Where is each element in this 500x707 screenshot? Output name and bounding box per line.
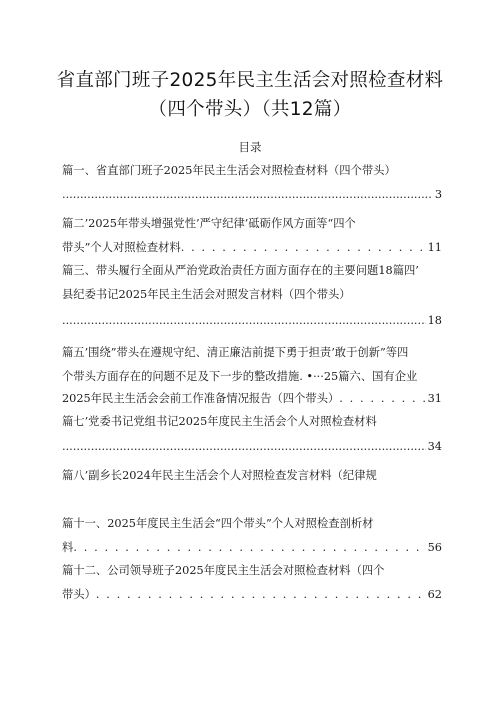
toc-entry-11-page: 56 bbox=[427, 541, 442, 554]
toc-entry-7-leader bbox=[62, 439, 442, 455]
toc-entry-12-text-line1: 篇十二、公司领导班子2025年度民主生活会对照检查材料（四个 bbox=[62, 564, 385, 577]
dot-leader bbox=[96, 587, 426, 603]
toc-entry-7-page: 34 bbox=[427, 440, 442, 453]
toc-entry-4-text-line1: 县纪委书记2025年民主生活会对照发言材料（四个带头） bbox=[62, 288, 351, 301]
toc-entry-7-text: 篇七’党委书记党组书记2025年度民主生活会个人对照检查材料 bbox=[62, 415, 377, 428]
toc-entry-4-page: 18 bbox=[427, 314, 442, 327]
dot-leader bbox=[62, 187, 433, 203]
toc-entry-4-leader bbox=[62, 313, 442, 329]
toc-entry-8-text: 篇八’副乡长2024年民主生活会个人对照检查发言材料（纪律规 bbox=[62, 469, 377, 482]
toc-entry-6-page: 31 bbox=[427, 392, 442, 405]
document-title-line1: 省直部门班子2025年民主生活会对照检查材料 bbox=[56, 70, 444, 91]
toc-entry-5-text-line1: 篇五’围绕”带头在遵规守纪、清正廉洁前提下勇于担责’敢于创新”等四 bbox=[62, 346, 409, 359]
dot-leader bbox=[339, 391, 425, 407]
dot-leader bbox=[62, 313, 426, 329]
document-title-line2: （四个带头）（共12篇） bbox=[148, 99, 352, 120]
toc-entry-2-leader bbox=[62, 240, 442, 256]
dot-leader bbox=[62, 439, 426, 455]
toc-entry-1-page: 3 bbox=[434, 188, 442, 201]
dot-leader bbox=[73, 540, 425, 556]
toc-entry-11-text-line2: 料 bbox=[62, 541, 74, 554]
toc-entry-1-leader bbox=[62, 187, 442, 203]
toc-entry-5-text-line2: 个带头方面存在的问题不足及下一步的整改措施. •···25篇六、国有企业 bbox=[62, 370, 418, 383]
toc-entry-3-text-line1: 篇三、带头履行全面从严治党政治责任方面方面存在的主要问题18篇四’ bbox=[62, 264, 419, 277]
toc-entry-2-page: 11 bbox=[427, 241, 442, 254]
toc-entry-6-text: 2025年民主生活会会前工作准备情况报告（四个带头） bbox=[62, 392, 340, 405]
toc-entry-1-text: 篇一、省直部门班子2025年民主生活会对照检查材料（四个带头） bbox=[62, 164, 396, 177]
toc-entry-12-text-line2: 带头） bbox=[62, 588, 96, 601]
toc-entry-2-text-line1: 篇二’2025年带头增强党性’严守纪律’砥砺作风方面等“四个 bbox=[62, 217, 356, 230]
toc-entry-12-leader bbox=[62, 587, 442, 603]
dot-leader bbox=[181, 240, 426, 256]
toc-entry-11-leader bbox=[62, 540, 442, 556]
toc-entry-12-page: 62 bbox=[427, 588, 442, 601]
toc-entry-6-leader bbox=[62, 391, 442, 407]
toc-entry-11-text-line1: 篇十一、2025年度民主生活会“四个带头”个人对照检查剖析材 bbox=[62, 517, 374, 530]
toc-heading: 目录 bbox=[238, 140, 262, 154]
toc-entry-2-text-line2: 带头”个人对照检查材料 bbox=[62, 241, 181, 254]
